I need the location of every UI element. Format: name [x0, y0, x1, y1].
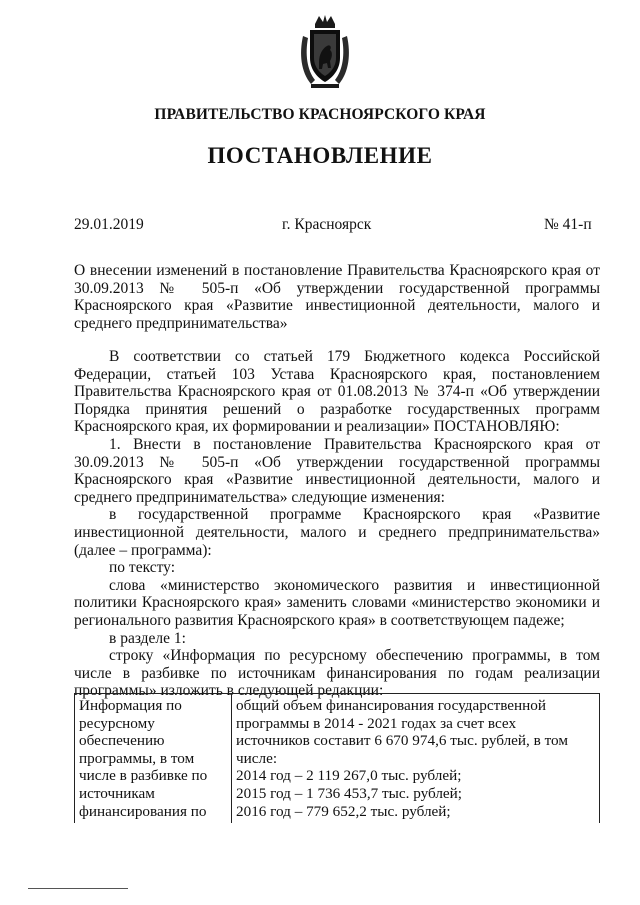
table-label-line: числе в разбивке по [79, 767, 208, 785]
table-label-line: ресурсному [79, 714, 155, 732]
paragraph-by-text: по тексту: [109, 559, 176, 577]
paragraph-section-1: в разделе 1: [109, 629, 186, 647]
paragraph-item-1: 1. Внести в постановление Правительства Красноярского края от 30.09.2013 № 505-п «Об утверждении государственной программы Красноярского края «Развитие инвестиционной деятельности, малого и среднего предпринимательства» следующие изменения: [74, 435, 600, 506]
table-value-line: 2015 год – 1 736 453,7 тыс. рублей; [236, 784, 463, 802]
table-row [75, 694, 600, 824]
table-label-line: финансирования по [79, 802, 207, 820]
paragraph-words-replace: слова «министерство экономического развития и инвестиционной политики Красноярского края» заменить словами «министерство экономики и регионального развития Красноярского края» в соответствующем падеже; [74, 576, 600, 629]
document-type-title: ПОСТАНОВЛЕНИЕ [207, 143, 433, 168]
document-date: 29.01.2019 [74, 216, 144, 233]
table-label-line: источникам [79, 784, 155, 802]
table-cell-label [75, 694, 232, 824]
table-value-line: программы в 2014 - 2021 годах за счет всех [236, 714, 517, 732]
document-city: г. Красноярск [282, 216, 372, 233]
paragraph-program: в государственной программе Красноярского края «Развитие инвестиционной деятельности, малого и среднего предпринимательства» (далее – программа): [74, 506, 600, 559]
table-value-line: 2014 год – 2 119 267,0 тыс. рублей; [236, 767, 462, 785]
coat-of-arms-emblem [297, 14, 353, 90]
table-value-line: общий объем финансирования государственной [236, 697, 547, 714]
table-label-line: программы, в том [79, 749, 195, 767]
document-body [74, 348, 600, 700]
resource-table [74, 693, 600, 823]
government-name: ПРАВИТЕЛЬСТВО КРАСНОЯРСКОГО КРАЯ [154, 106, 486, 123]
table-value-line: 2016 год – 779 652,2 тыс. рублей; [236, 802, 451, 820]
table-label-line: обеспечению [79, 732, 165, 750]
table-label-line: Информация по [79, 697, 182, 714]
footnote-divider [28, 888, 128, 889]
paragraph-row-statement: строку «Информация по ресурсному обеспечению программы, в том числе в разбивке по источникам финансирования по годам реализации программы» изложить в следующей редакции: [74, 647, 600, 700]
paragraph-preamble: В соответствии со статьей 179 Бюджетного кодекса Российской Федерации, статьей 103 Устава Красноярского края, постановлением Правительства Красноярского края от 01.08.2013 № 374-п «Об утверждении Порядка принятия решений о разработке государственных программ Красноярского края, их формировании и реализации» ПОСТАНОВЛЯЮ: [74, 348, 600, 436]
table-value-line: числе: [236, 749, 278, 767]
table-value-line: источников составит 6 670 974,6 тыс. рублей, в том [236, 732, 568, 750]
document-subject: О внесении изменений в постановление Правительства Красноярского края от 30.09.2013 № 505-п «Об утверждении государственной программы Красноярского края «Развитие инвестиционной деятельности, малого и среднего предпринимательства» [74, 262, 600, 332]
document-number: № 41-п [544, 216, 592, 233]
table-cell-value [232, 694, 600, 824]
